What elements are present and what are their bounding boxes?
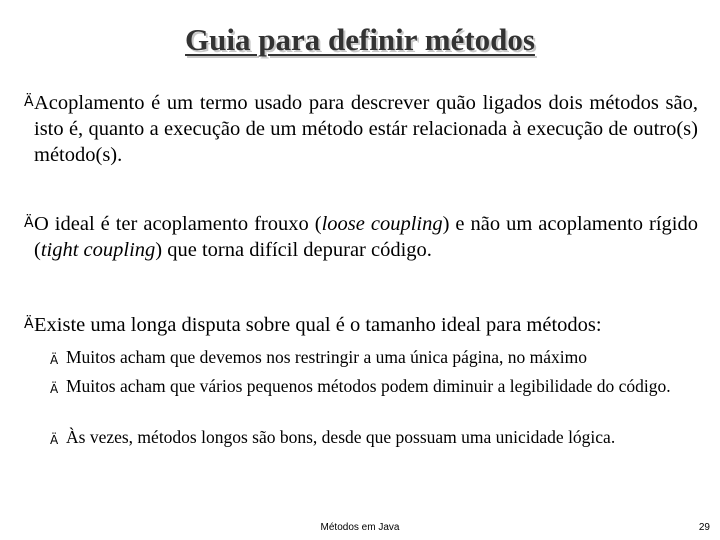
- sub-bullet-icon: Ä: [50, 433, 59, 447]
- bullet-icon: Ä: [24, 215, 34, 231]
- page-number: 29: [698, 522, 710, 533]
- sub-bullet-one-page: [50, 346, 696, 368]
- term-loose-coupling: loose coupling: [321, 213, 443, 235]
- bullet-icon: Ä: [24, 316, 34, 332]
- sub-bullet-text: Às vezes, métodos longos são bons, desde que possuam uma unicidade lógica.: [66, 427, 616, 447]
- sub-bullet-icon: Ä: [50, 382, 59, 396]
- slide-title: Guia para definir métodos: [185, 22, 535, 57]
- bullet-text: [34, 211, 698, 263]
- sub-bullet-small-methods: [50, 375, 696, 397]
- sub-bullet-icon: Ä: [50, 353, 59, 367]
- sub-bullet-text: Muitos acham que vários pequenos métodos podem diminuir a legibilidade do código.: [66, 376, 671, 396]
- bullet-method-size-debate: [24, 312, 698, 338]
- bullet-ideal-coupling: [24, 211, 698, 263]
- sub-bullet-long-methods: [50, 426, 696, 448]
- text-segment: O ideal é ter acoplamento frouxo (: [34, 213, 322, 235]
- bullet-icon: Ä: [24, 94, 34, 110]
- bullet-text: Acoplamento é um termo usado para descrever quão ligados dois métodos são, isto é, quanto a execução de um método estár relacionada à execução de outro(s) método(s).: [34, 92, 698, 166]
- text-segment: ) e não um acoplamento rígido (: [34, 213, 699, 261]
- bullet-coupling-definition: [24, 90, 698, 168]
- slide-footer: Métodos em Java: [320, 522, 400, 533]
- text-segment: ) que torna difícil depurar código.: [155, 239, 432, 261]
- bullet-text: Existe uma longa disputa sobre qual é o tamanho ideal para métodos:: [34, 314, 602, 336]
- term-tight-coupling: tight coupling: [40, 239, 156, 261]
- sub-bullet-text: Muitos acham que devemos nos restringir a uma única página, no máximo: [66, 347, 587, 367]
